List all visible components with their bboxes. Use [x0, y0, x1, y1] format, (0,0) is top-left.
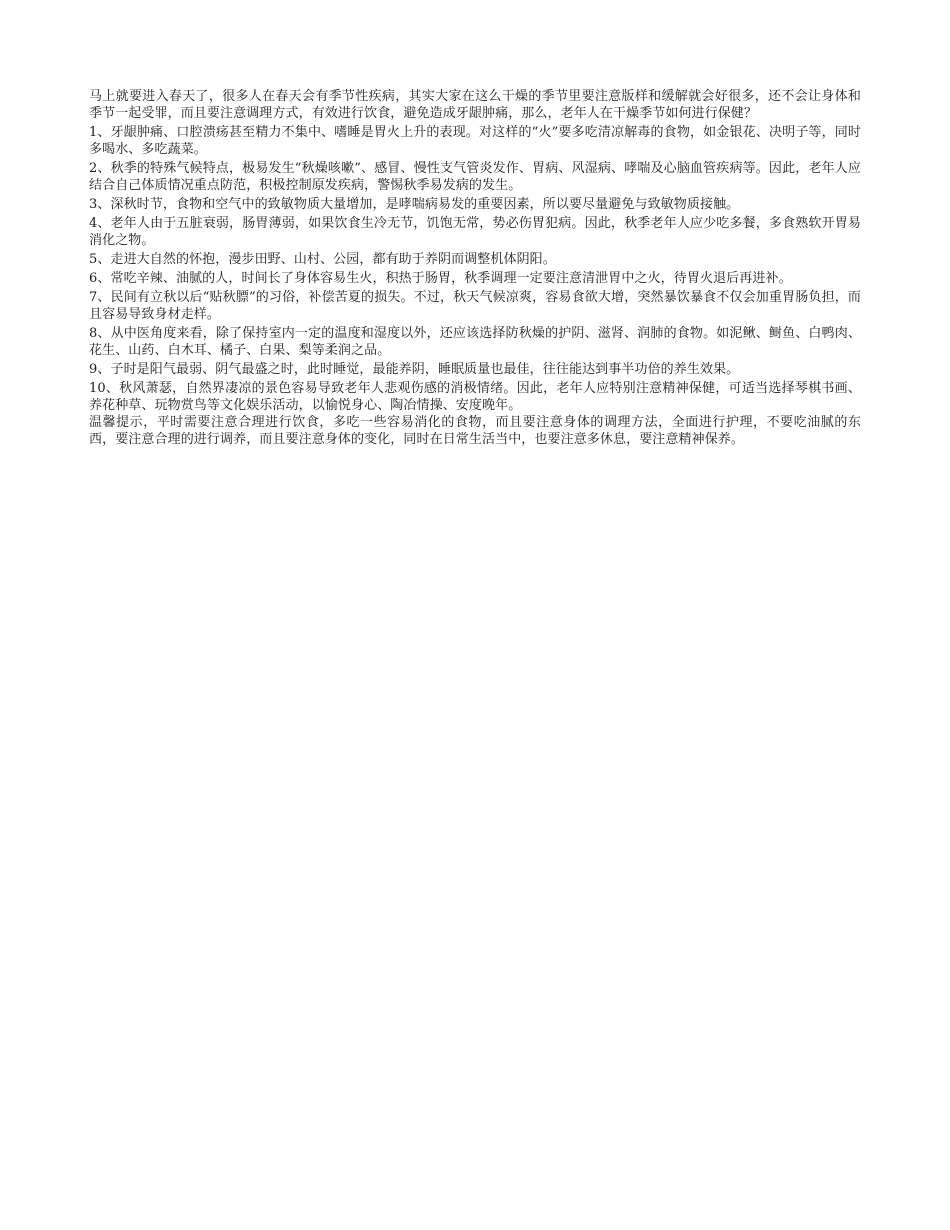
list-item: 2、秋季的特殊气候特点，极易发生“秋燥咳嗽”、感冒、慢性支气管炎发作、胃病、风湿病、哮喘及心脑血管疾病等。因此，老年人应结合自己体质情况重点防范，积极控制原发疾病，警惕秋季易发病的发生。	[89, 161, 861, 193]
tip-paragraph: 温馨提示，平时需要注意合理进行饮食，多吃一些容易消化的食物，而且要注意身体的调理方法，全面进行护理，不要吃油腻的东西，要注意合理的进行调养，而且要注意身体的变化，同时在日常生活当中，也要注意多休息，要注意精神保养。	[89, 415, 861, 447]
document-body	[89, 88, 861, 448]
list-item: 5、走进大自然的怀抱，漫步田野、山村、公园，都有助于养阴而调整机体阴阳。	[89, 252, 556, 267]
list-item: 9、子时是阳气最弱、阴气最盛之时，此时睡觉，最能养阴，睡眠质量也最佳，往往能达到事半功倍的养生效果。	[89, 362, 740, 377]
intro-paragraph: 马上就要进入春天了，很多人在春天会有季节性疾病，其实大家在这么干燥的季节里要注意版样和缓解就会好很多，还不会让身体和季节一起受罪，而且要注意调理方式，有效进行饮食，避免造成牙龈肿痛，那么，老年人在干燥季节如何进行保健？	[89, 89, 861, 121]
list-item: 7、民间有立秋以后“贴秋膘”的习俗，补偿苦夏的损失。不过，秋天气候凉爽，容易食欲大增，突然暴饮暴食不仅会加重胃肠负担，而且容易导致身材走样。	[89, 290, 861, 322]
list-item: 3、深秋时节，食物和空气中的致敏物质大量增加，是哮喘病易发的重要因素，所以要尽量避免与致敏物质接触。	[89, 197, 740, 212]
list-item: 1、牙龈肿痛、口腔溃疡甚至精力不集中、嗜睡是胃火上升的表现。对这样的“火”要多吃清凉解毒的食物，如金银花、决明子等，同时多喝水、多吃蔬菜。	[89, 125, 861, 157]
list-item: 4、老年人由于五脏衰弱，肠胃薄弱，如果饮食生冷无节，饥饱无常，势必伤胃犯病。因此，秋季老年人应少吃多餐，多食熟软开胃易消化之物。	[89, 216, 861, 248]
list-item: 6、常吃辛辣、油腻的人，时间长了身体容易生火，积热于肠胃，秋季调理一定要注意清泄胃中之火，待胃火退后再进补。	[89, 271, 792, 286]
list-item: 10、秋风萧瑟，自然界凄凉的景色容易导致老年人悲观伤感的消极情绪。因此，老年人应特别注意精神保健，可适当选择琴棋书画、养花种草、玩物赏鸟等文化娱乐活动，以愉悦身心、陶冶情操、安度晚年。	[89, 381, 861, 413]
list-item: 8、从中医角度来看，除了保持室内一定的温度和湿度以外，还应该选择防秋燥的护阴、滋肾、润肺的食物。如泥鳅、鲥鱼、白鸭肉、花生、山药、白木耳、橘子、白果、梨等柔润之品。	[89, 326, 861, 358]
